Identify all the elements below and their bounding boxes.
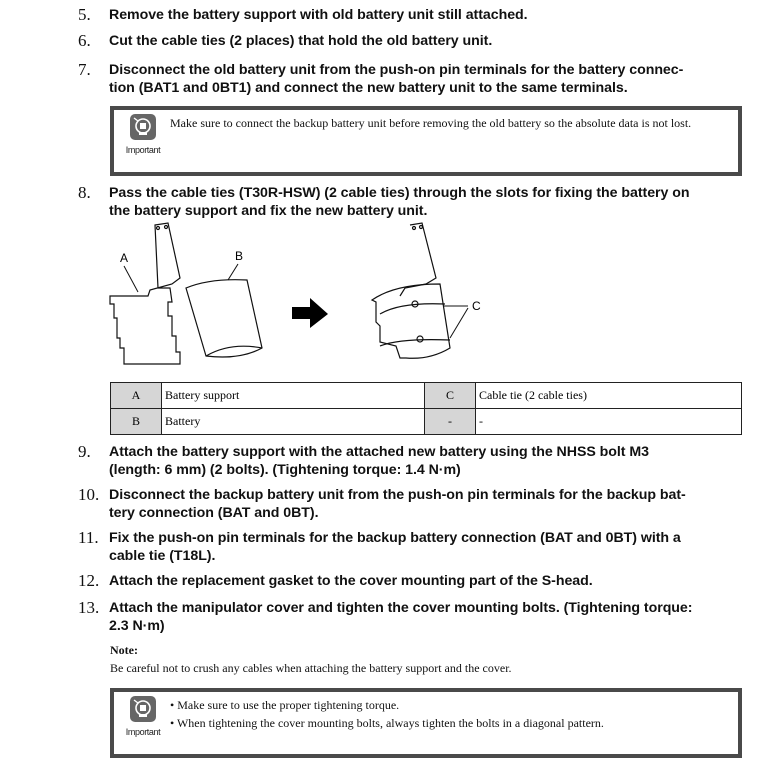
- figure-legend-table: [110, 382, 742, 435]
- legend-key: A: [111, 383, 162, 409]
- legend-key: -: [425, 409, 476, 435]
- right-arrow-icon: [292, 298, 328, 328]
- step-number: 7.: [78, 60, 91, 79]
- step-number: 11.: [78, 528, 99, 547]
- step-line: cable tie (T18L).: [109, 548, 216, 564]
- important-label: Important: [125, 145, 161, 155]
- assembled-battery-drawing: [372, 223, 450, 358]
- step-number: 12.: [78, 571, 100, 590]
- legend-key: B: [111, 409, 162, 435]
- battery-drawing: [186, 280, 262, 357]
- important-callout: [110, 106, 742, 176]
- step-line: Disconnect the backup battery unit from the push-on pin terminals for the backup bat-: [109, 487, 686, 503]
- label-a: A: [120, 251, 129, 265]
- step-text: [109, 529, 749, 565]
- step-number: 9.: [78, 442, 91, 461]
- step-line: 2.3 N·m): [109, 618, 165, 634]
- step-line: Fix the push-on pin terminals for the backup battery connection (BAT and 0BT) with a: [109, 530, 681, 546]
- step-line: Remove the battery support with old battery unit still attached.: [109, 7, 528, 23]
- step-text: [109, 486, 749, 522]
- legend-key: C: [425, 383, 476, 409]
- important-badge: [123, 696, 163, 737]
- note-title: Note:: [110, 643, 138, 657]
- note-text: Be careful not to crush any cables when attaching the battery support and the cover.: [110, 661, 512, 675]
- step-line: Pass the cable ties (T30R-HSW) (2 cable ties) through the slots for fixing the battery on: [109, 185, 690, 201]
- step-text: [109, 599, 749, 635]
- label-b: B: [235, 249, 244, 263]
- step-number: 8.: [78, 183, 91, 202]
- step-text: [109, 61, 749, 97]
- step-text: [109, 443, 749, 479]
- step-text: [109, 6, 749, 24]
- important-bullets: [170, 696, 730, 732]
- legend-value: -: [476, 409, 742, 435]
- label-c: C: [472, 299, 481, 313]
- battery-replacement-figure: [100, 218, 520, 378]
- step-number: 6.: [78, 31, 91, 50]
- step-text: [109, 32, 749, 50]
- important-icon: [130, 696, 156, 722]
- legend-value: Battery: [162, 409, 425, 435]
- step-text: [109, 572, 749, 590]
- legend-value: Battery support: [162, 383, 425, 409]
- step-line: tion (BAT1 and 0BT1) and connect the new battery unit to the same terminals.: [109, 80, 628, 96]
- important-icon: [130, 114, 156, 140]
- legend-value: Cable tie (2 cable ties): [476, 383, 742, 409]
- battery-support-drawing: [110, 223, 180, 364]
- battery-illustration: [100, 218, 520, 378]
- table-row: [111, 383, 742, 409]
- step-line: tery connection (BAT and 0BT).: [109, 505, 319, 521]
- step-line: Attach the replacement gasket to the cover mounting part of the S-head.: [109, 573, 593, 589]
- table-row: [111, 409, 742, 435]
- important-label: Important: [125, 727, 161, 737]
- step-text: [109, 184, 749, 220]
- step-line: Cut the cable ties (2 places) that hold the old battery unit.: [109, 33, 493, 49]
- step-line: the battery support and fix the new battery unit.: [109, 203, 428, 219]
- step-line: Disconnect the old battery unit from the push-on pin terminals for the battery connec-: [109, 62, 684, 78]
- step-line: (length: 6 mm) (2 bolts). (Tightening torque: 1.4 N·m): [109, 462, 461, 478]
- step-number: 10.: [78, 485, 100, 504]
- important-badge: [123, 114, 163, 155]
- step-number: 13.: [78, 598, 100, 617]
- step-number: 5.: [78, 5, 91, 24]
- bullet-item: • When tightening the cover mounting bolts, always tighten the bolts in a diagonal pattern.: [170, 716, 604, 730]
- important-callout: [110, 688, 742, 758]
- step-line: Attach the battery support with the attached new battery using the NHSS bolt M3: [109, 444, 649, 460]
- bullet-item: • Make sure to use the proper tightening torque.: [170, 698, 400, 712]
- step-line: Attach the manipulator cover and tighten the cover mounting bolts. (Tightening torque:: [109, 600, 693, 616]
- important-text: Make sure to connect the backup battery unit before removing the old battery so the absolute data is not lost.: [170, 116, 692, 130]
